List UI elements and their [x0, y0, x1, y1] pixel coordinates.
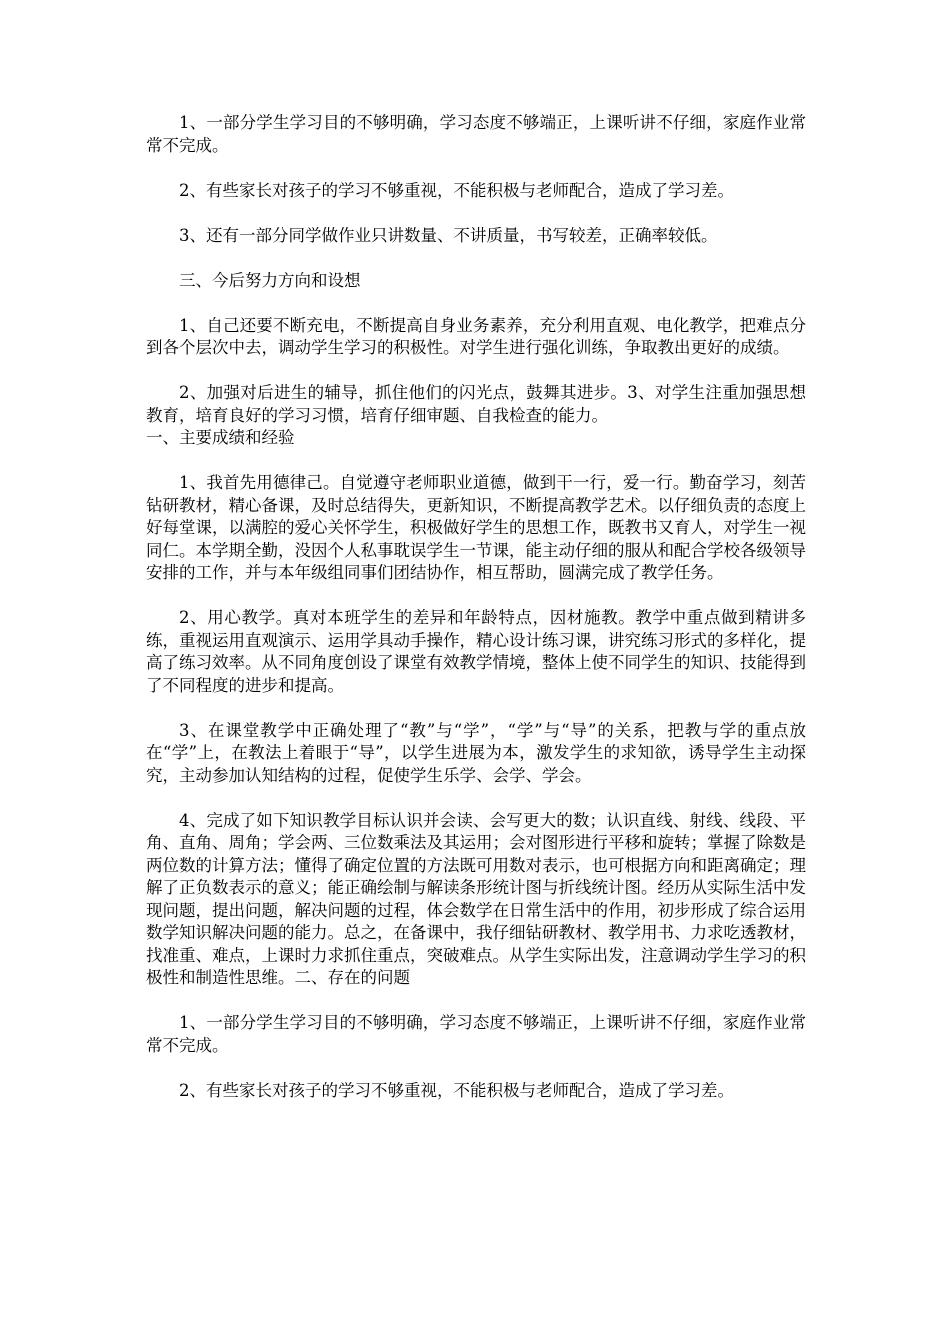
paragraph-achievement-1: 1、我首先用德律己。自觉遵守老师职业道德，做到干一行，爱一行。勤奋学习，刻苦钻研教材，精心备课，及时总结得失，更新知识，不断提高教学艺术。以仔细负责的态度上好每堂课，以满腔的爱心关怀学生，积极做好学生的思想工作，既教书又育人，对学生一视同仁。本学期全勤，没因个人私事耽误学生一节课，能主动仔细的服从和配合学校各级领导安排的工作，并与本年级组同事们团结协作，相互帮助，圆满完成了教学任务。	[146, 473, 806, 582]
paragraph-problem-3: 3、还有一部分同学做作业只讲数量、不讲质量，书写较差，正确率较低。	[179, 225, 718, 245]
section-heading-achievements: 一、主要成绩和经验	[146, 428, 295, 447]
paragraph-achievement-2: 2、用心教学。真对本班学生的差异和年龄特点，因材施教。教学中重点做到精讲多练，重视运用直观演示、运用学具动手操作，精心设计练习课，讲究练习形式的多样化，提高了练习效率。从不同角度创设了课堂有效教学情境，整体上使不同学生的知识、技能得到了不同程度的进步和提高。	[146, 608, 806, 695]
paragraph-problem-2: 2、有些家长对孩子的学习不够重视，不能积极与老师配合，造成了学习差。	[179, 180, 734, 200]
document-body	[146, 112, 806, 1102]
section-heading-future-direction: 三、今后努力方向和设想	[179, 270, 361, 290]
paragraph-achievement-4: 4、完成了如下知识教学目标认识并会读、会写更大的数；认识直线、射线、线段、平角、直角、周角；学会两、三位数乘法及其运用；会对图形进行平移和旋转；掌握了除数是两位数的计算方法；懂得了确定位置的方法既可用数对表示，也可根据方向和距离确定；理解了正负数表示的意义；能正确绘制与解读条形统计图与折线统计图。经历从实际生活中发现问题，提出问题，解决问题的过程，体会数学在日常生活中的作用，初步形成了综合运用数学知识解决问题的能力。总之，在备课中，我仔细钻研教材、教学用书、力求吃透教材，找准重、难点，上课时力求抓住重点，突破难点。从学生实际出发，注意调动学生学习的积极性和制造性思维。二、存在的问题	[146, 810, 806, 987]
paragraph-problem-2-repeat: 2、有些家长对孩子的学习不够重视，不能积极与老师配合，造成了学习差。	[179, 1080, 734, 1100]
paragraph-direction-2: 2、加强对后进生的辅导，抓住他们的闪光点，鼓舞其进步。3、对学生注重加强思想教育，培育良好的学习习惯，培育仔细审题、自我检查的能力。	[146, 383, 806, 425]
paragraph-problem-1-repeat: 1、一部分学生学习目的不够明确，学习态度不够端正，上课听讲不仔细，家庭作业常常不完成。	[146, 1013, 806, 1055]
paragraph-problem-1: 1、一部分学生学习目的不够明确，学习态度不够端正，上课听讲不仔细，家庭作业常常不完成。	[146, 113, 806, 155]
paragraph-achievement-3: 3、在课堂教学中正确处理了“教”与“学”，“学”与“导”的关系，把教与学的重点放在“学”上，在教法上着眼于“导”，以学生进展为本，激发学生的求知欲，诱导学生主动探究，主动参加认知结构的过程，促使学生乐学、会学、学会。	[146, 720, 806, 785]
paragraph-direction-1: 1、自己还要不断充电，不断提高自身业务素养，充分利用直观、电化教学，把难点分到各个层次中去，调动学生学习的积极性。对学生进行强化训练，争取教出更好的成绩。	[146, 315, 806, 357]
